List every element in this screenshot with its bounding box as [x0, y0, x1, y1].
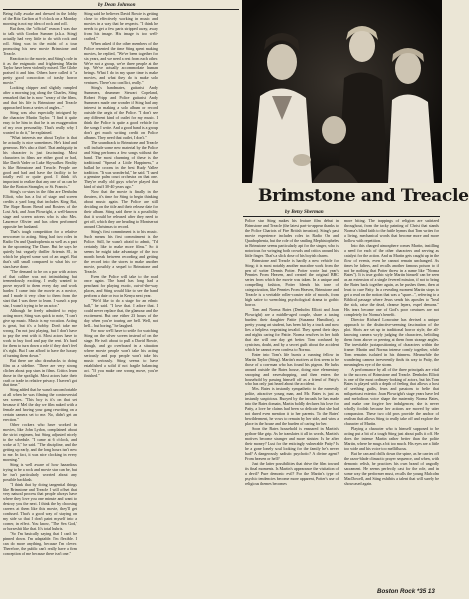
page-footer: Boston Rock *35 13: [377, 588, 435, 595]
article-paragraph: "What interests me about Taylor is that he actually is nice sometimes. He's kind and generous. He's also a thief. That ambiguity in his character is just fascinating. Most characters in films are either good or bad, like Darth Vader or Luke Skywalker. Reality is like Brimstone and Treacle. People are good and bad and have the facility to be totally evil or quite good. I think it's important to realize that any one of us can be like the Boston Strangler, or St. Francis.": [3, 134, 77, 190]
article-paragraph: Other rockers who have worked in movies, like John Lydon, complained about the strict regimen, but Sting adjusted nicely to the schedule. "I came at 6 o'clock, and woke at 5," he said. "The discipline, and the getting up early, and the long hours isn't new to me. In fact, it was nice clocking in every morning.": [3, 422, 77, 462]
review-paragraph: Enter into Tom's life bursts a cunning fellow in Martin Taylor (Sting). Martin's motives at first seem to be those of a con-man who has found his pigeon. He lurks around outside the Bates house, doing nice elementary snooping and eavesdropping, and then enters the household by passing himself off as a friend of Patty's who has only just heard about the accident.: [245, 351, 339, 387]
article-paragraph: Being fully awake and dressed in the lobby of the Ritz Carlton at 9 o'clock on a Monday morning is not my idea of rock and roll.: [3, 11, 77, 26]
review-paragraph: A performance by all of the three principals are vital to the success of Brimstone and Treacle. Denholm Elliott is one of the most ordinary-looking of actors, but his Tom Bates is played with a depth of feeling that allows a host of seething guilts, fears and passions to belie that milquetoast exterior. Joan Plowright's stage years have led and melodious voice shape the maternity Norma Bates, and make one forgive her indulgences; she is never wholly foolish because her actions are moved by utter compassion. These two old pros provide the anchor of realism that allows Sting to really take off and explore the character of Martin.: [344, 366, 439, 427]
review-paragraph: Soon the Bates household is ensnared in Martin's python-like grip. As he translates it all in words, Martin's motives become stranger and more sinister. Is he after their money? Lust for the enticingly vulnerable Patty? Is he a gone lonely soul looking for the family he's never had? A dangerously sadistic psychotic? A divine agent? From heaven or hell?: [245, 426, 339, 461]
article-paragraph: But then, the "official" reason I was due to talk with Gordon Sumner (a.k.a. Sting) actually had very little to do with rock and roll. Sting was in the midst of a tour promoting his new movie Brimstone and Treacle.: [3, 25, 77, 56]
article-paragraph: Although he freely admitted to enjoy acting more, Sting was quick to note, "I can't give up music. Music is my vocation. Acting is great, but it's a hobby. Don't take me wrong. I'm not just playing, but I don't have to pay the rent with it. Most actors have to work to buy food and pay the rent. It's hard for them to turn down a role if they don't feel it's right. But I can afford to have the luxury of turning them down.": [3, 308, 77, 358]
article-paragraph: When asked if the other members of the Police resented the time Sting spent making movies, he replied, "We've been together for six years, and we need a rest from each other. We're not a group, we're three people at the top. We've actually accommodate human beings. What I do in my spare time is make movies, and what they do is make solo ventures. There's no conflict, really.": [84, 40, 158, 86]
article-paragraph: "I think that by doing tangential things like Brimstone and Treacle I will offset that very natural process that people always have where they love you one minute and want to destroy you the next. I think the by choosing careers at them like this movie, they'll get confused. That's a good way of staying on my side so that I don't paint myself into a corner, in effect. You know, "The Sex God,' or horseshit like that. It's total hubris.: [3, 481, 77, 532]
article-paragraph: Looking chipper and slightly rumpled after a morning jog along the Charles, Sting remarked that he is now "weary of the films, and that his life is Brimstone and Treacle approached from a series of angles...": [3, 85, 77, 111]
review-column-2: [344, 219, 439, 585]
review-paragraph: Mrs. Bates is instantly sympathetic to the earnestly polite, attractive young man, and Mr. Bates is just as instantly suspicious. Buoyed by the inroads he has made into the Bates domain, Martin boldly declares his love for Patty, a love he claims had been so delicate that she had not dared even mention it to her parents. To the Bates' bewilderment, he vows to remain by her side, and wins a place in the house and the burden of caring for her.: [245, 386, 339, 427]
article-paragraph: Now that the movie is finally in the theaters, it's time for Sting to begin thinking about music again. The Police are still deciding on the title and their release date for their album. Sting said there is a possibility that it would be released after they need to get off, which they are heading to Montserrat around Christmas to record.: [84, 189, 158, 229]
article-paragraph: "The demand to be on a par with actors of that calibre was not intimidating but tremendously exciting. I really wanted to prove myself to them every day and work harder. I came into the movie as a novice, and I made it very clear to them from the start that I was there to learn. I wasn't a pop star, I wasn't trying to be an actor.": [3, 268, 77, 309]
article-paragraph: "So I'm basically saying that I can't be pinned down. I'm adaptable. I'm flexible. I can do more anything, because I'm clever. Therefore, the public can't really have a firm conception of me because there isn't one.": [3, 531, 77, 556]
review-paragraph: Director Richard Loncraine has devised a unique approach to the distinctive-seeming fascination of the plot. Shots are set up in traditional horror style, the all-knowing camera wryly judging the characters, belittling them from above or peering at them from strange angles. The inevitable juxtapositioning of characters within the frame: Martin and Norma intense comfy together, while Tom remains isolated in his thinness. Meanwhile the wandering camera irreverently finds its way to Patty, the meaningless eye of the storm.: [344, 317, 439, 367]
left-article-column-2: [84, 12, 158, 584]
review-headline: Brimstone and Treacle: [258, 186, 469, 206]
review-rule: [243, 216, 440, 217]
left-article-column-1: [3, 12, 77, 584]
article-paragraph: Reaction to the movie, and Sting's role in it as the enigmatic and frightening Martin Taylor have been violently mixed. The Globe praised it and him. Others have called it "a pretty good concoction of trashy horror movie.": [3, 55, 77, 86]
review-paragraph: Tom and Norma Bates (Denholm Elliott and Joan Plowright) are a middle-aged couple, share a taxing burden: their daughter Pattie (Suzanna Hamilton), a pretty young art student, has been hit by a truck and now lies a helpless vegetating invalid. They spend their days and nights caring for Pattie. Norma resolves in her faith that she will one day get better. Tom confused by cynicism, doubt, and by a secret guilt about the accident which he cannot even confess to Norma.: [245, 307, 339, 352]
top-rule: [3, 9, 239, 10]
review-byline: by Betsy Sherman: [285, 209, 324, 215]
left-article-byline: by Dean Johnson: [98, 2, 136, 8]
review-paragraph: Police star Sting makes his feature film debut in Brimstone and Treacle (the latest part-to-appear thanks to the Police Chariots of Fire British invasion). Sting's past movie experience includes roles in Radio On and Quadrophenia, but the role of the smiling Mephistopheles in Brimstone seems particularly apt for the singer, who is notorious for wringing both crowds and critics around his little finger. That's a slick dose of his boyish charm.: [245, 218, 339, 258]
article-paragraph: But there are also drawbacks to doing film as a sideline. "There are very strong cliches about pop stars in films. Critics learn those in the spotlight. Most actors hate their craft or trade in relative privacy. I haven't got that time.": [3, 357, 77, 388]
article-paragraph: Sting said he believes David Bowie is getting close to effectively working in music and movies in a way that he respects. "I think he needs to get a few parts stripped away, away from his image. His image is too well-crafted.": [84, 11, 158, 41]
article-paragraph: "We'd like to do a stage for an ethnic ball," he said. "I love that. I adore that. I could never replace that, the glamour and the excitement. But one either 23 hours of the day when you're touring are hell. Well, not hell... but boring," he laughed.: [84, 298, 158, 329]
article-paragraph: For now we'll have to settle for watching Sting on the silver screen instead of on the stage. He isn't about to pull a David Bowie, though, and go overboard in a situation where movie people won't take his acting seriously and pop people won't take his music seriously. Sting seems to have established a solid if not fragile balancing act. "If you make one wrong move, you're finished.": [84, 328, 158, 378]
band-photo-image: [242, 0, 442, 183]
article-paragraph: Even the Police will take to the road once again. The band has long had a penchant for playing exotic, out-of-the-way places, and Sting would like to see the band perform a date or two in Kenya next year.: [84, 273, 158, 299]
review-paragraph: Brimstone and Treacle is hardly a new vehicle for Sting; it is most notably another macabre work from the pen of writer Dennis Potter. Potter wrote last year's Pennies From Heaven, and created the original BBC series from which the movie was taken. In a unique and compelling fashion, Potter blends his tone of categorization, like Pennies From Heaven, Brimstone and Treacle is a veritable roller-coaster ride of moods, from high satire to wrenching psychological drama to gothic horror.: [245, 257, 339, 308]
article-paragraph: The soundtrack to Brimstone and Treacle will include some new material by the Police and Sting performs a few songs without the band. The most charming of these is the traditional "Spread a Little Happiness," a ballad he croons in the best Rudy Vallee tradition. "It was wonderful," he said. "I used a genuine palm court orchestra on that one. They're really old guys who've played that kind of stuff 30-40 years ago.": [84, 139, 158, 190]
article-paragraph: Sting's first commitment is to his music. Such means his first commitment is the Police. Still, he wasn't afraid to admit, "I'd certainly like to make more films." So it seems he might take advantage of the two month break between recording and getting the record into the stores to make another movie, possibly a sequel to Brimstone and Treacle.: [84, 228, 158, 274]
article-paragraph: Sting is well aware of how hazardous trying to be a rock and movie star can be, but he isn't particularly worried about any possible backlash.: [3, 461, 77, 482]
review-paragraph: Playing a character who is himself supposed to be acting put a bit of a tough Sting just about pulls it off. He does the intense Martin rather better than the polite Martin, where he mugs a bit too much. His eyes are a little too wide and his voice too mellifluous.: [344, 426, 439, 451]
review-paragraph: Into this charged atmosphere comes Martin, instilling a need for each of the other characters and serving as catalyst for the action. And as Martin gets caught up in the flow of events, even he cannot remain unchanged. As times he falters, and recalls another famous poison to if not be nothing that Potter threw in a name like "Norma Bates"). It is true gothic style Martin himself can be seen as an extension of a single fevered mission, if not to bring the Bates back together again, as he pushes them, then at least to cure Patty. In a revealing moment Martin stops to get a read on the notion that was a "spare...", referring to a Biblical passage where Jesus sends his apostles to "heal the sick, raise the dead, cleanse lepers, expel demons." His tears became one of God's poor creatures are not completely for Norma's benefit.: [344, 242, 439, 318]
article-paragraph: Sting's co-stars in the film are Denholm Elliott, who has a list of stage and screen credits a yard long that includes King Rat, The Rape Room Bread and Rosters of the Lost Ark, and Joan Plowright, a well-known stage and screen actress who is also Mrs. Laurence Olivier and has often performed opposite her husband.: [3, 189, 77, 229]
band-photo: [242, 0, 442, 183]
review-column-1: [245, 219, 339, 585]
article-paragraph: Sting was also especially intrigued by the character Martin Taylor. "I find it quite easy to be him in that he is an exaggeration of my own personality. That's really why I wanted to do it," he explained.: [3, 110, 77, 135]
article-paragraph: That's tough competition for a relative newcomer to acting. Sting had two roles in Radio On and Quadrophenia as well as a part in the upcoming The Dune. But he says he quietly but vaguely thriller Artemis 81, in which he played some sort of an angel. But that's still small compared to what his co-stars have done.: [3, 228, 77, 269]
article-paragraph: Sting added that he wasn't uncomfortable at all when he was filming the controversial sex scenes. "This boy is it's on that set because if Mel the day we film naked with a female and having your gang rewriting on a certain camera set to me. No, didn't get an erection.": [3, 387, 77, 423]
review-paragraph: Just the latter possibilities that drive the film toward its final moments. Is Martin's appearance the visitation of a devil? Pure demonic evil? For the Martin's type of psychic tendencies become more apparent, Potter's use of religious themes becomes: [245, 460, 339, 486]
article-paragraph: Sting's bandmates, guitarist Andy Summers, drummer Stewart Copeland, Robert Fripp and Police guitarist Andy Summers made one wonder if Sting had any interest in making a solo album or record outside the aegis of the Police. "I don't see any different kind of outlet for my music. I think the Police is quite a good vehicle for the songs I write. And a good band is a group don't get much writing credit on Police albums. They need that outlet, I don't.": [84, 85, 158, 140]
left-article-column-3: [165, 12, 240, 584]
review-paragraph: But he can and chills down the spine, as he carries off the razor-blade climactic prayer sequence, and when, with demonic relish, he practices his own brand of ungodly sacrament. He seems perfectly cast for the role, and in some way the performer must, recalls the young Malcolm MacDowell, and Sting exhibits a talent that will surely be showcased again.: [344, 450, 439, 486]
review-paragraph: more biting. The trappings of religion are satirized throughout, from the tacky painting of Christ that stands Norma's blind faith to the futile hymns that Tom writes for a living, mechanical words that become more and more hollow with repetition.: [344, 218, 439, 243]
